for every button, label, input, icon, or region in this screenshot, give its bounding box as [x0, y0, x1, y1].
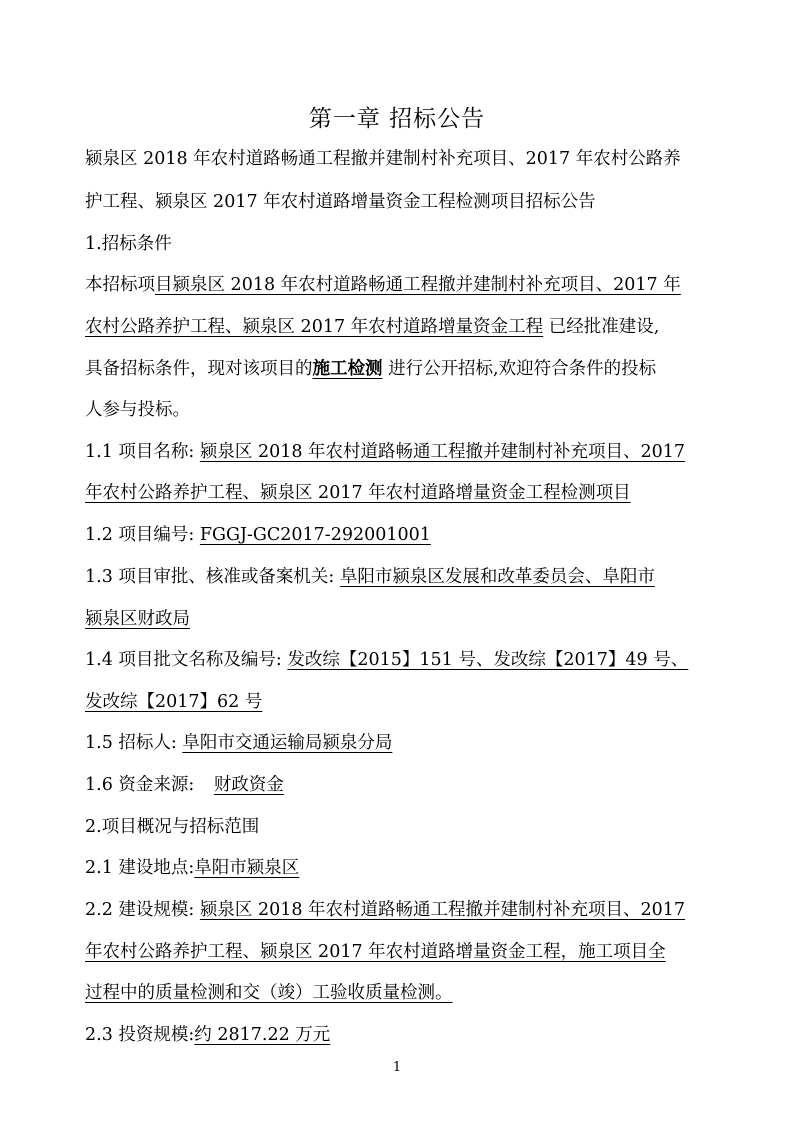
- item-1-1: [85, 440, 685, 464]
- condition-scope: 施工检测: [312, 359, 383, 379]
- item-1-4-value-a: 发改综【2015】151 号、发改综【2017】49 号、: [287, 650, 689, 670]
- announcement-heading-line-1: 颍泉区 2018 年农村道路畅通工程撤并建制村补充项目、2017 年农村公路养: [85, 149, 681, 169]
- condition-project-name-b: 农村公路养护工程、颍泉区 2017 年农村道路增量资金工程: [85, 317, 544, 337]
- item-2-1-value: 阜阳市颍泉区: [194, 858, 300, 878]
- item-1-1-value-b: 年农村公路养护工程、颍泉区 2017 年农村道路增量资金工程检测项目: [85, 483, 631, 503]
- item-1-2: [85, 523, 431, 547]
- item-1-5: [85, 731, 392, 755]
- item-1-1-label: 1.1 项目名称:: [85, 442, 195, 462]
- item-1-5-value: 阜阳市交通运输局颍泉分局: [182, 733, 393, 753]
- item-1-3: [85, 565, 655, 589]
- item-2-2-value-c: 过程中的质量检测和交（竣）工验收质量检测。: [85, 983, 453, 1003]
- announcement-heading-line-2: 护工程、颍泉区 2017 年农村道路增量资金工程检测项目招标公告: [85, 192, 596, 212]
- item-2-3-value: 约 2817.22 万元: [194, 1025, 331, 1045]
- condition-line-3-pre: 具备招标条件，现对该项目的: [85, 359, 313, 379]
- section-2-title: 2.项目概况与招标范围: [85, 817, 260, 837]
- item-2-2-cont-1: [85, 940, 666, 964]
- condition-project-name-a: 目颍泉区 2018 年农村道路畅通工程撤并建制村补充项目、2017 年: [155, 275, 681, 295]
- item-1-3-label: 1.3 项目审批、核准或备案机关:: [85, 567, 335, 587]
- condition-line-3-post: 进行公开招标,欢迎符合条件的投标: [382, 359, 657, 379]
- section-1-title: 1.招标条件: [85, 234, 172, 254]
- item-2-2-value-b: 年农村公路养护工程、颍泉区 2017 年农村道路增量资金工程，施工项目全: [85, 942, 666, 962]
- chapter-title: 第一章 招标公告: [308, 106, 486, 132]
- item-2-2-value-a: 颍泉区 2018 年农村道路畅通工程撤并建制村补充项目、2017: [199, 900, 686, 920]
- item-1-6: [85, 773, 284, 797]
- item-2-2-cont-2: [85, 981, 453, 1005]
- item-1-3-cont: [85, 607, 190, 631]
- item-2-3-label: 2.3 投资规模:: [85, 1025, 195, 1045]
- item-1-3-value-b: 颍泉区财政局: [85, 609, 190, 629]
- item-1-4-value-b: 发改综【2017】62 号: [85, 692, 263, 712]
- page-number: 1: [392, 1060, 402, 1075]
- item-2-2: [85, 898, 685, 922]
- condition-after: 已经批准建设,: [543, 317, 660, 337]
- item-1-6-value: 财政资金: [213, 775, 284, 795]
- condition-line-4: 人参与投标。: [85, 400, 190, 420]
- item-2-3: [85, 1023, 330, 1047]
- item-1-1-value-a: 颍泉区 2018 年农村道路畅通工程撤并建制村补充项目、2017: [199, 442, 686, 462]
- item-2-2-label: 2.2 建设规模:: [85, 900, 195, 920]
- item-2-1: [85, 856, 299, 880]
- item-1-4: [85, 648, 688, 672]
- item-2-1-label: 2.1 建设地点:: [85, 858, 195, 878]
- condition-line-2: [85, 315, 659, 339]
- item-1-2-value: FGGJ-GC2017-292001001: [199, 525, 431, 545]
- item-1-4-label: 1.4 项目批文名称及编号:: [85, 650, 282, 670]
- condition-prefix: 本招标项: [85, 275, 155, 295]
- condition-line-3: [85, 357, 656, 381]
- item-1-5-label: 1.5 招标人:: [85, 733, 177, 753]
- item-1-3-value-a: 阜阳市颍泉区发展和改革委员会、阜阳市: [339, 567, 655, 587]
- item-1-6-label: 1.6 资金来源:: [85, 775, 195, 795]
- condition-line-1: [85, 273, 681, 297]
- item-1-4-cont: [85, 690, 262, 714]
- item-1-2-label: 1.2 项目编号:: [85, 525, 195, 545]
- item-1-1-cont: [85, 481, 631, 505]
